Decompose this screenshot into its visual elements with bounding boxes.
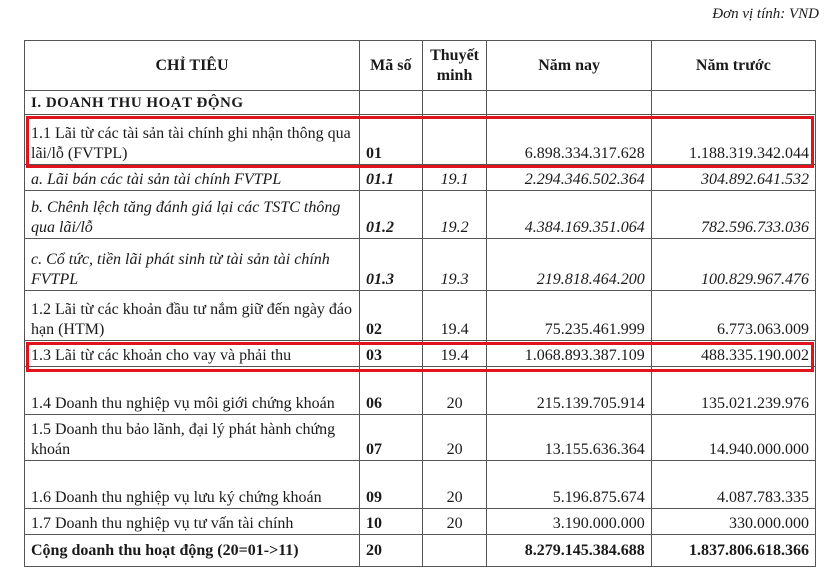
row-code: 02	[359, 291, 422, 341]
row-note: 19.3	[422, 239, 487, 291]
row-current: 4.384.169.351.064	[487, 191, 651, 239]
row-note: 19.4	[422, 291, 487, 341]
row-current: 215.139.705.914	[487, 367, 651, 415]
section-title: I. DOANH THU HOẠT ĐỘNG	[25, 91, 360, 115]
income-statement-table	[24, 40, 816, 567]
table-row	[25, 367, 816, 415]
row-code: 09	[359, 461, 422, 509]
row-current: 6.898.334.317.628	[487, 115, 651, 165]
total-previous: 1.837.806.618.366	[651, 535, 815, 567]
row-name: 1.4 Doanh thu nghiệp vụ môi giới chứng khoán	[25, 367, 360, 415]
row-previous: 304.892.641.532	[651, 165, 815, 191]
row-previous: 330.000.000	[651, 509, 815, 535]
row-current: 5.196.875.674	[487, 461, 651, 509]
total-code: 20	[359, 535, 422, 567]
row-previous: 135.021.239.976	[651, 367, 815, 415]
row-note: 20	[422, 509, 487, 535]
total-row	[25, 535, 816, 567]
row-previous: 782.596.733.036	[651, 191, 815, 239]
row-code: 01.1	[359, 165, 422, 191]
row-code: 03	[359, 341, 422, 367]
row-previous: 1.188.319.342.044	[651, 115, 815, 165]
row-previous: 4.087.783.335	[651, 461, 815, 509]
table-row	[25, 191, 816, 239]
row-note: 20	[422, 367, 487, 415]
row-previous: 6.773.063.009	[651, 291, 815, 341]
row-current: 2.294.346.502.364	[487, 165, 651, 191]
table-row	[25, 341, 816, 367]
header-note: Thuyết minh	[422, 41, 487, 91]
row-note: 19.1	[422, 165, 487, 191]
total-name: Cộng doanh thu hoạt động (20=01->11)	[25, 535, 360, 567]
row-code: 01.2	[359, 191, 422, 239]
table-row	[25, 509, 816, 535]
table-row	[25, 415, 816, 461]
row-note	[422, 115, 487, 165]
row-name: c. Cổ tức, tiền lãi phát sinh từ tài sản tài chính FVTPL	[25, 239, 360, 291]
row-name: 1.2 Lãi từ các khoản đầu tư nắm giữ đến ngày đáo hạn (HTM)	[25, 291, 360, 341]
row-note: 19.4	[422, 341, 487, 367]
row-name: b. Chênh lệch tăng đánh giá lại các TSTC thông qua lãi/lỗ	[25, 191, 360, 239]
header-code: Mã số	[359, 41, 422, 91]
row-current: 13.155.636.364	[487, 415, 651, 461]
row-name: 1.5 Doanh thu bảo lãnh, đại lý phát hành chứng khoán	[25, 415, 360, 461]
table-row	[25, 165, 816, 191]
row-current: 1.068.893.387.109	[487, 341, 651, 367]
row-note: 20	[422, 415, 487, 461]
row-name: a. Lãi bán các tài sản tài chính FVTPL	[25, 165, 360, 191]
header-row	[25, 41, 816, 91]
row-code: 10	[359, 509, 422, 535]
row-current: 75.235.461.999	[487, 291, 651, 341]
row-name: 1.6 Doanh thu nghiệp vụ lưu ký chứng khoán	[25, 461, 360, 509]
row-code: 01.3	[359, 239, 422, 291]
header-name: CHỈ TIÊU	[25, 41, 360, 91]
row-note: 19.2	[422, 191, 487, 239]
section-row	[25, 91, 816, 115]
table-row	[25, 291, 816, 341]
header-current-year: Năm nay	[487, 41, 651, 91]
row-previous: 488.335.190.002	[651, 341, 815, 367]
row-previous: 100.829.967.476	[651, 239, 815, 291]
total-current: 8.279.145.384.688	[487, 535, 651, 567]
row-code: 07	[359, 415, 422, 461]
row-code: 06	[359, 367, 422, 415]
row-name: 1.1 Lãi từ các tài sản tài chính ghi nhận thông qua lãi/lỗ (FVTPL)	[25, 115, 360, 165]
header-previous-year: Năm trước	[651, 41, 815, 91]
row-note: 20	[422, 461, 487, 509]
row-current: 3.190.000.000	[487, 509, 651, 535]
row-name: 1.3 Lãi từ các khoản cho vay và phải thu	[25, 341, 360, 367]
unit-note: Đơn vị tính: VND	[712, 6, 819, 22]
row-name: 1.7 Doanh thu nghiệp vụ tư vấn tài chính	[25, 509, 360, 535]
total-note	[422, 535, 487, 567]
row-previous: 14.940.000.000	[651, 415, 815, 461]
row-code: 01	[359, 115, 422, 165]
row-current: 219.818.464.200	[487, 239, 651, 291]
table-row	[25, 461, 816, 509]
table-row	[25, 239, 816, 291]
table-row	[25, 115, 816, 165]
